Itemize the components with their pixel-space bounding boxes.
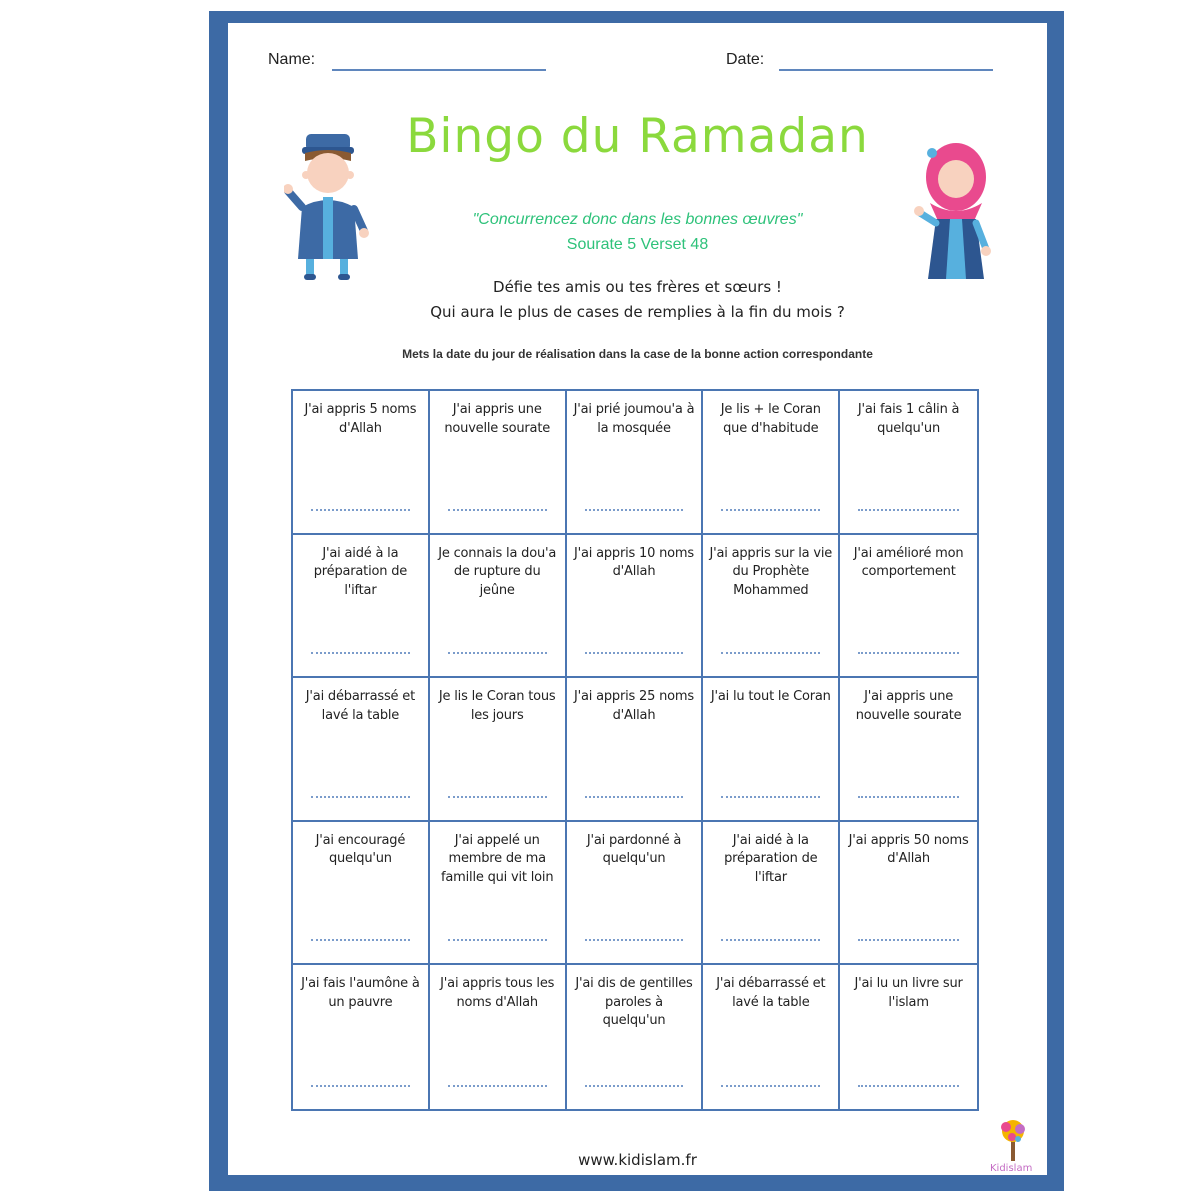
date-entry-line[interactable]	[858, 652, 959, 654]
date-entry-line[interactable]	[585, 939, 684, 941]
date-entry-line[interactable]	[448, 939, 547, 941]
bingo-cell[interactable]	[293, 535, 430, 679]
date-entry-line[interactable]	[585, 509, 684, 511]
bingo-cell-text: J'ai appris 50 noms d'Allah	[848, 832, 969, 867]
bingo-cell[interactable]	[567, 535, 704, 679]
date-entry-line[interactable]	[585, 652, 684, 654]
bingo-cell-text: Je lis + le Coran que d'habitude	[720, 402, 821, 436]
footer-website: www.kidislam.fr	[578, 1151, 697, 1169]
bingo-cell-text: J'ai appris tous les noms d'Allah	[440, 976, 555, 1010]
date-entry-line[interactable]	[311, 939, 410, 941]
page-title: Bingo du Ramadan	[406, 109, 869, 164]
instruction-text: Mets la date du jour de réalisation dans la case de la bonne action correspondante	[402, 347, 873, 361]
worksheet-page	[228, 23, 1047, 1175]
bingo-cell[interactable]	[840, 535, 977, 679]
bingo-cell[interactable]	[567, 678, 704, 822]
date-entry-line[interactable]	[448, 652, 547, 654]
bingo-cell[interactable]	[430, 678, 567, 822]
date-entry-line[interactable]	[311, 652, 410, 654]
bingo-cell-text: J'ai appris 25 noms d'Allah	[574, 689, 694, 723]
challenge-line-1: Défie tes amis ou tes frères et sœurs !	[493, 278, 782, 296]
tree-logo-icon	[996, 1117, 1030, 1163]
bingo-cell[interactable]	[293, 678, 430, 822]
bingo-cell[interactable]	[703, 391, 840, 535]
date-entry-line[interactable]	[721, 652, 820, 654]
bingo-cell[interactable]	[293, 391, 430, 535]
date-field[interactable]	[779, 69, 993, 71]
bingo-cell[interactable]	[293, 965, 430, 1109]
bingo-cell-text: J'ai aidé à la préparation de l'iftar	[724, 832, 818, 885]
bingo-cell[interactable]	[840, 678, 977, 822]
bingo-cell-text: J'ai dis de gentilles paroles à quelqu'un	[575, 976, 693, 1029]
bingo-cell[interactable]	[430, 822, 567, 966]
date-entry-line[interactable]	[311, 509, 410, 511]
quote-text: "Concurrencez donc dans les bonnes œuvres"	[472, 211, 803, 228]
date-entry-line[interactable]	[311, 1085, 410, 1087]
bingo-cell-text: J'ai encouragé quelqu'un	[315, 832, 406, 867]
bingo-cell-text: J'ai aidé à la préparation de l'iftar	[313, 545, 408, 598]
date-entry-line[interactable]	[448, 509, 547, 511]
bingo-cell-text: J'ai fais 1 câlin à quelqu'un	[857, 402, 960, 436]
bingo-cell[interactable]	[840, 822, 977, 966]
bingo-cell-text: J'ai fais l'aumône à un pauvre	[301, 976, 420, 1010]
bingo-cell-text: Je connais la dou'a de rupture du jeûne	[438, 545, 557, 598]
bingo-cell[interactable]	[430, 535, 567, 679]
date-entry-line[interactable]	[721, 509, 820, 511]
bingo-cell[interactable]	[703, 678, 840, 822]
date-entry-line[interactable]	[585, 796, 684, 798]
bingo-cell-text: J'ai pardonné à quelqu'un	[586, 832, 682, 867]
bingo-cell-text: J'ai appelé un membre de ma famille qui vit loin	[441, 832, 554, 885]
bingo-cell[interactable]	[567, 391, 704, 535]
bingo-cell[interactable]	[840, 965, 977, 1109]
bingo-cell-text: J'ai appris sur la vie du Prophète Mohammed	[709, 545, 833, 598]
date-entry-line[interactable]	[721, 1085, 820, 1087]
boy-illustration	[284, 131, 370, 286]
bingo-cell[interactable]	[703, 535, 840, 679]
date-entry-line[interactable]	[721, 939, 820, 941]
bingo-cell-text: J'ai appris 5 noms d'Allah	[304, 402, 417, 436]
date-entry-line[interactable]	[311, 796, 410, 798]
bingo-cell[interactable]	[430, 965, 567, 1109]
quote-reference: Sourate 5 Verset 48	[566, 236, 709, 253]
bingo-cell-text: Je lis le Coran tous les jours	[438, 689, 556, 723]
date-entry-line[interactable]	[858, 939, 959, 941]
date-entry-line[interactable]	[721, 796, 820, 798]
date-entry-line[interactable]	[858, 1085, 959, 1087]
bingo-grid	[291, 389, 979, 1111]
bingo-cell[interactable]	[293, 822, 430, 966]
date-label: Date:	[726, 51, 765, 68]
bingo-cell-text: J'ai amélioré mon comportement	[853, 545, 964, 580]
bingo-cell[interactable]	[567, 965, 704, 1109]
challenge-line-2: Qui aura le plus de cases de remplies à la fin du mois ?	[430, 303, 845, 321]
bingo-cell-text: J'ai appris une nouvelle sourate	[855, 689, 962, 723]
bingo-cell[interactable]	[567, 822, 704, 966]
date-entry-line[interactable]	[448, 1085, 547, 1087]
bingo-cell-text: J'ai appris 10 noms d'Allah	[574, 545, 694, 580]
date-entry-line[interactable]	[858, 796, 959, 798]
bingo-cell-text: J'ai prié joumou'a à la mosquée	[573, 402, 695, 436]
bingo-cell[interactable]	[703, 965, 840, 1109]
bingo-cell-text: J'ai appris une nouvelle sourate	[444, 402, 551, 436]
date-entry-line[interactable]	[585, 1085, 684, 1087]
bingo-cell-text: J'ai lu un livre sur l'islam	[854, 976, 963, 1010]
bingo-cell-text: J'ai débarrassé et lavé la table	[305, 689, 415, 723]
bingo-cell[interactable]	[430, 391, 567, 535]
date-entry-line[interactable]	[448, 796, 547, 798]
bingo-cell-text: J'ai lu tout le Coran	[710, 689, 831, 705]
bingo-cell-text: J'ai débarrassé et lavé la table	[716, 976, 826, 1010]
bingo-cell[interactable]	[703, 822, 840, 966]
bingo-cell[interactable]	[840, 391, 977, 535]
footer-brand: Kidislam	[990, 1163, 1033, 1174]
name-label: Name:	[268, 51, 316, 68]
name-field[interactable]	[332, 69, 546, 71]
date-entry-line[interactable]	[858, 509, 959, 511]
